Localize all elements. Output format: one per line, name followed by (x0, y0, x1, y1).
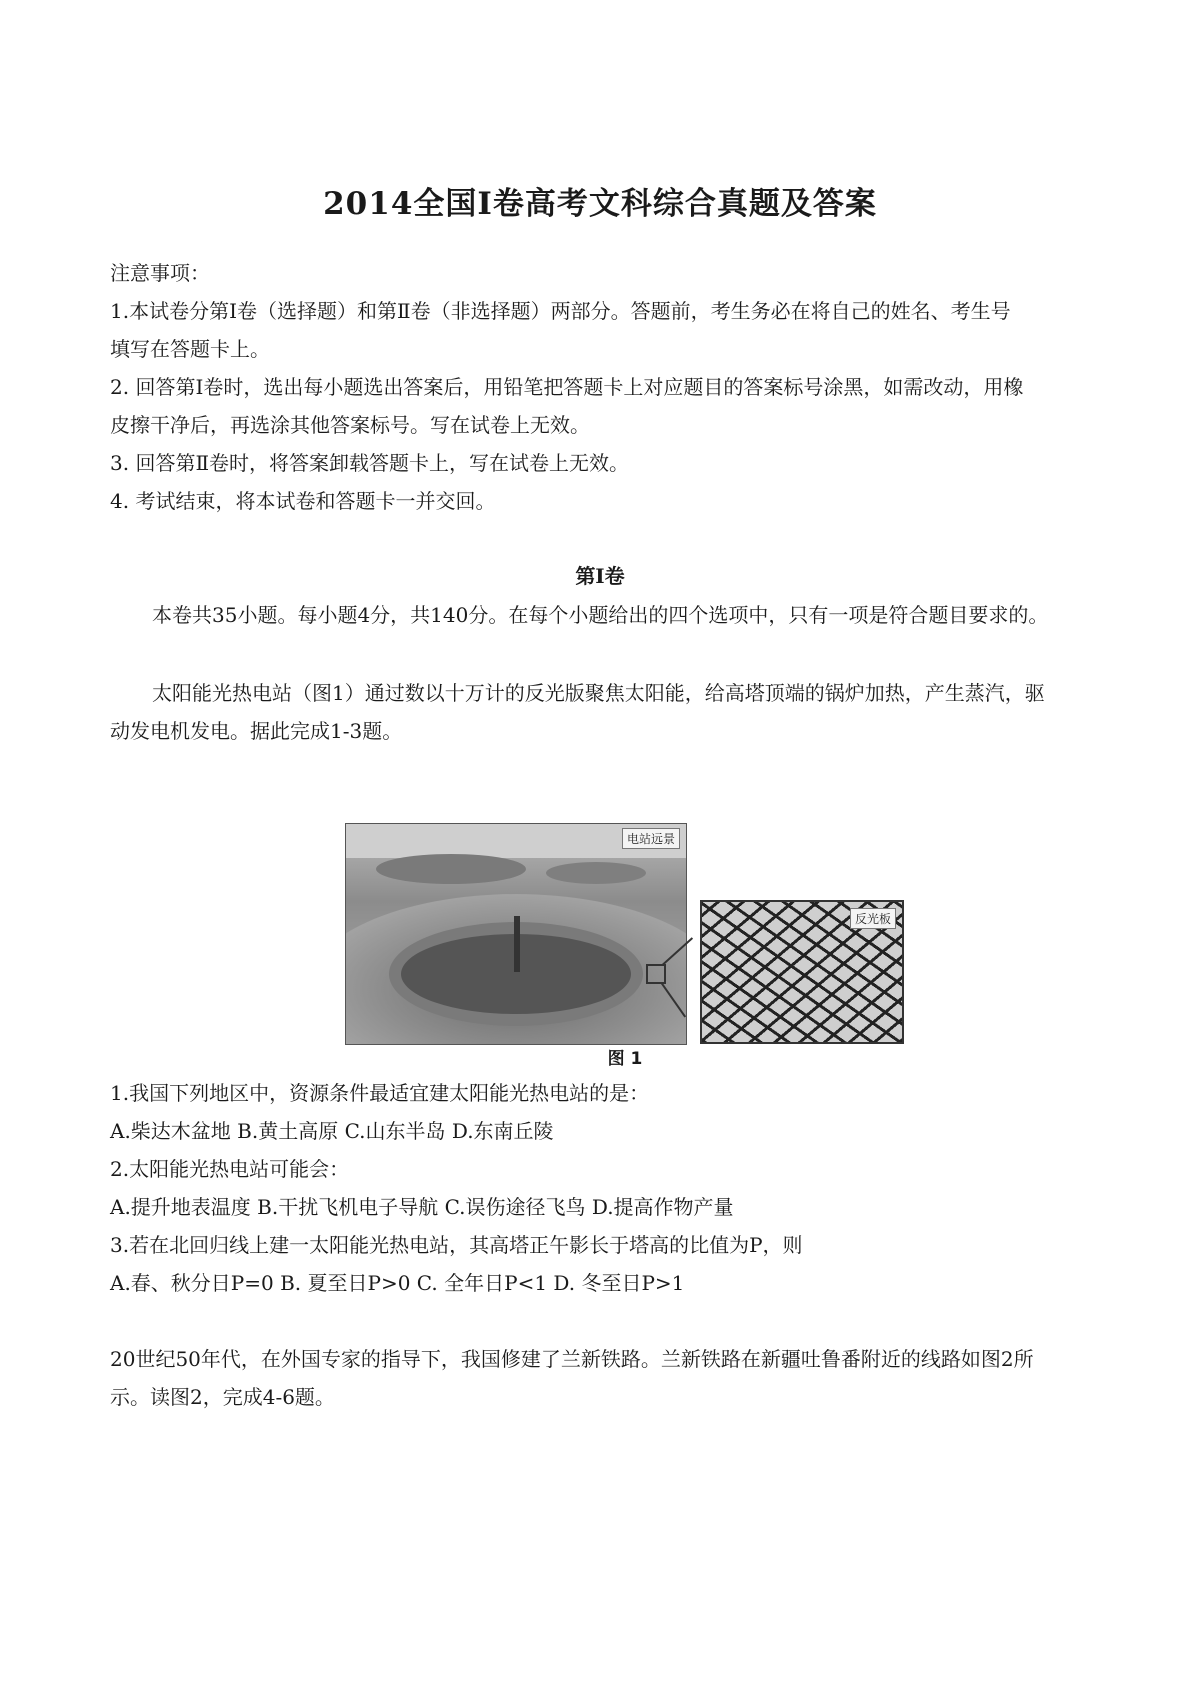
document-title: 2014全国Ⅰ卷高考文科综合真题及答案 (323, 186, 877, 222)
reflector-closeup-photo (700, 900, 904, 1044)
section-heading: 第Ⅰ卷 (575, 564, 625, 588)
station-photo (345, 823, 687, 1045)
passage-line: 示。读图2，完成4-6题。 (110, 1385, 335, 1409)
question-stem: 2.太阳能光热电站可能会： (110, 1157, 350, 1181)
passage-line: 动发电机发电。据此完成1-3题。 (110, 719, 403, 743)
notice-line: 皮擦干净后，再选涂其他答案标号。写在试卷上无效。 (110, 413, 590, 437)
notice-line: 4. 考试结束，将本试卷和答题卡一并交回。 (110, 489, 496, 513)
notice-line: 填写在答题卡上。 (110, 337, 270, 361)
notice-heading: 注意事项： (110, 261, 210, 285)
tower-icon (514, 916, 520, 972)
passage-line: 太阳能光热电站（图1）通过数以十万计的反光版聚焦太阳能，给高塔顶端的锅炉加热，产生蒸汽，驱 (152, 681, 1045, 705)
section-intro: 本卷共35小题。每小题4分，共140分。在每个小题给出的四个选项中，只有一项是符合题目要求的。 (152, 603, 1049, 627)
closeup-label: 反光板 (850, 908, 896, 929)
question-stem: 1.我国下列地区中，资源条件最适宜建太阳能光热电站的是： (110, 1081, 650, 1105)
passage-line: 20世纪50年代，在外国专家的指导下，我国修建了兰新铁路。兰新铁路在新疆吐鲁番附近的线路如图2所 (110, 1347, 1034, 1371)
question-options: A.春、秋分日P=0 B. 夏至日P>0 C. 全年日P<1 D. 冬至日P>1 (110, 1271, 685, 1295)
question-options: A.提升地表温度 B.干扰飞机电子导航 C.误伤途径飞鸟 D.提高作物产量 (110, 1195, 734, 1219)
question-options: A.柴达木盆地 B.黄土高原 C.山东半岛 D.东南丘陵 (110, 1119, 554, 1143)
photo-label: 电站远景 (622, 828, 680, 849)
zoom-region-marker (646, 964, 666, 984)
notice-line: 1.本试卷分第Ⅰ卷（选择题）和第Ⅱ卷（非选择题）两部分。答题前，考生务必在将自己的姓名、考生号 (110, 299, 1011, 323)
figure-solar-station (340, 818, 910, 1069)
figure-caption: 图 1 (607, 1049, 643, 1069)
notice-line: 3. 回答第Ⅱ卷时，将答案卸载答题卡上，写在试卷上无效。 (110, 451, 630, 475)
question-stem: 3.若在北回归线上建一太阳能光热电站，其高塔正午影长于塔高的比值为P，则 (110, 1233, 803, 1257)
notice-line: 2. 回答第Ⅰ卷时，选出每小题选出答案后，用铅笔把答题卡上对应题目的答案标号涂黑，如需改动，用橡 (110, 375, 1024, 399)
